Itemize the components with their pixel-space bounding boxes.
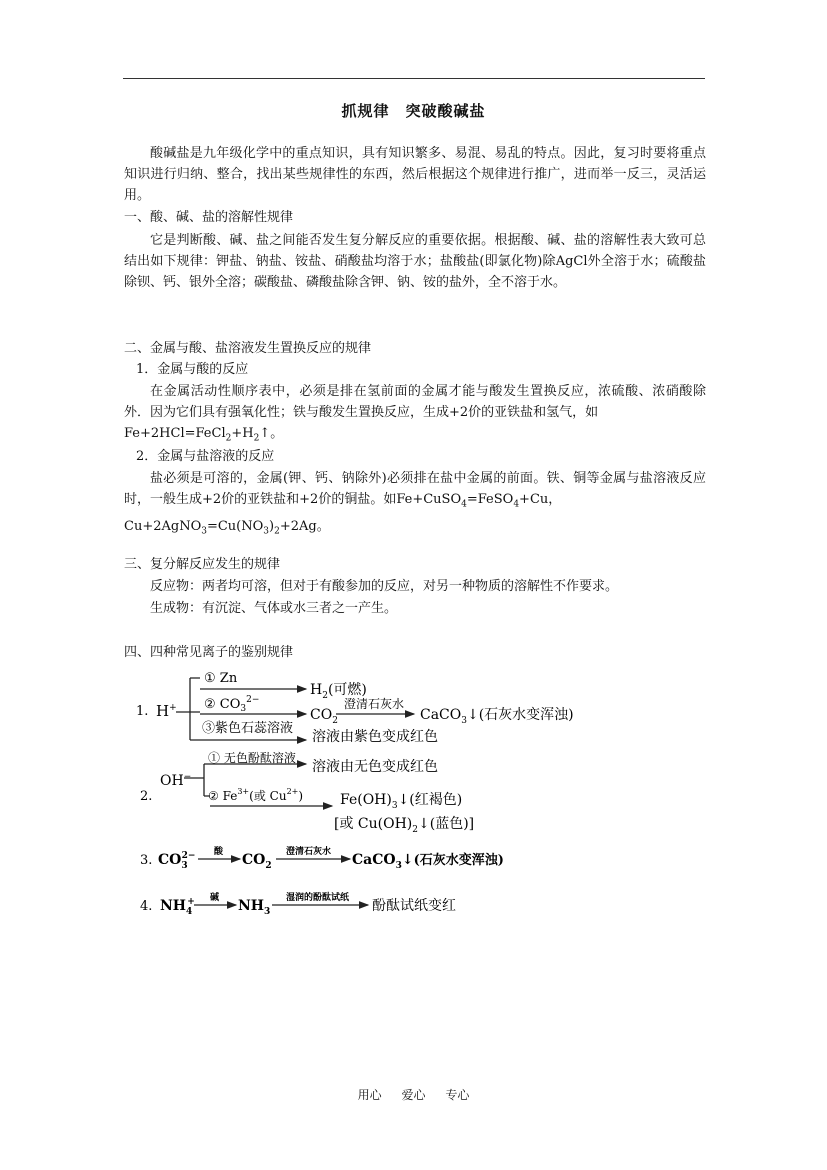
section-3-reactants: 反应物：两者均可溶，但对于有酸参加的反应，对另一种物质的溶解性不作要求。 [150,579,619,594]
header-rule [123,78,705,79]
diagram-1-number: 1. [136,704,149,719]
result-colorless-to-red: 溶液由无色变成红色 [312,759,438,775]
ion-nh4: $NH_4+$ [160,897,195,917]
molecule-caco3: CaCO$_3$↓(石灰水变浑浊) [352,852,504,871]
footer-word-3: 专心 [445,1088,470,1102]
section-3-heading: 三、复分解反应发生的规律 [124,557,281,572]
diagram-1-ion: H+ [156,702,177,720]
equation-fe-hcl: $Fe+2HCl=FeCl_2+H_2↑$。 [124,426,284,444]
arrow-label-limewater: 澄清石灰水 [344,697,405,711]
ion-identification-diagram [136,668,626,838]
molecule-co2: $CO_2$ [242,852,272,871]
equation-4-number: 4. [140,899,153,914]
section-1-heading: 一、酸、碱、盐的溶解性规律 [124,210,294,225]
co3-identification-equation [136,844,556,874]
reagent-fe3-cu2: ② $Fe^{3+}$(或 $Cu^{2+}$) [208,787,304,803]
reagent-co3: ② $CO_3^{2-}$ [204,695,260,714]
section-2-1-body: 在金属活动性顺序表中，必须是排在氢前面的金属才能与酸发生置换反应，浓硫酸、浓硝酸除外．因为它们具有强氧化性；铁与酸发生置换反应，生成+2价的亚铁盐和氢气，如 $Fe+2HCl=FeCl_2+H_2↑$。 [124,384,706,444]
reagent-litmus: ③紫色石蕊溶液 [202,721,294,736]
arrow-label-acid: 酸 [214,847,224,857]
arrow-label-limewater-2: 澄清石灰水 [286,847,332,857]
product-co2: $CO_2$ [310,707,338,726]
product-fe-oh-3: $Fe(OH)_3↓$(红褐色) [340,792,463,811]
diagram-2-number: 2. [140,789,153,804]
product-cu-oh-2: [或 $Cu(OH)_2↓$(蓝色)] [334,816,475,835]
equation-cu-agno3: $Cu+2AgNO_3=Cu(NO_3)_2+2Ag$。 [124,518,330,537]
footer-word-2: 爱心 [401,1088,426,1102]
page-title: 抓规律 突破酸碱盐 [341,102,486,120]
product-h2: $H_2$(可燃) [310,682,367,701]
diagram-2-ion: OH− [160,772,192,789]
equation-3-number: 3. [140,853,153,868]
arrow-label-wet-paper: 湿润的酚酞试纸 [286,893,350,903]
section-1-body: 它是判断酸、碱、盐之间能否发生复分解反应的重要依据。根据酸、碱、盐的溶解性表大致可总结出如下规律：钾盐、钠盐、铵盐、硝酸盐均溶于水；盐酸盐(即氯化物)除AgCl外全溶于水；硫酸盐除钡、钙、银外全溶；碳酸盐、磷酸盐除含钾、钠、铵的盐外，全不溶于水。 [124,233,706,290]
section-2-1-title: 1．金属与酸的反应 [136,362,249,377]
reagent-phenolphthalein: ① 无色酚酞溶液 [208,751,296,765]
footer-word-1: 用心 [357,1088,382,1102]
result-paper-turns-red: 酚酞试纸变红 [372,898,456,914]
product-caco3: CaCO$_3$↓(石灰水变浑浊) [420,707,574,726]
ion-co3: $CO_32-$ [158,851,196,871]
section-2-2-body: 盐必须是可溶的，金属(钾、钙、钠除外)必须排在盐中金属的前面。铁、铜等金属与盐溶液反应时，一般生成+2价的亚铁盐和+2价的铜盐。如Fe+CuSO$_4$=FeSO$_4$+Cu， $Cu+2AgNO_3=Cu(NO_3)_2+2Ag$。 [124,471,706,537]
molecule-nh3: $NH_3$ [238,898,271,917]
result-purple-to-red: 溶液由紫色变成红色 [312,729,438,745]
section-3-products: 生成物：有沉淀、气体或水三者之一产生。 [150,601,398,616]
section-4-heading: 四、四种常见离子的鉴别规律 [124,645,294,660]
arrow-label-base: 碱 [210,893,220,903]
section-2-2-title: 2．金属与盐溶液的反应 [136,449,275,464]
section-2-heading: 二、金属与酸、盐溶液发生置换反应的规律 [124,341,372,356]
intro-paragraph: 酸碱盐是九年级化学中的重点知识，具有知识繁多、易混、易乱的特点。因此，复习时要将重点知识进行归纳、整合，找出某些规律性的东西，然后根据这个规律进行推广，进而举一反三，灵活运用。 [124,146,706,203]
nh4-identification-equation [136,890,556,920]
page-footer [0,1086,827,1103]
reagent-zn: ① Zn [204,671,238,686]
